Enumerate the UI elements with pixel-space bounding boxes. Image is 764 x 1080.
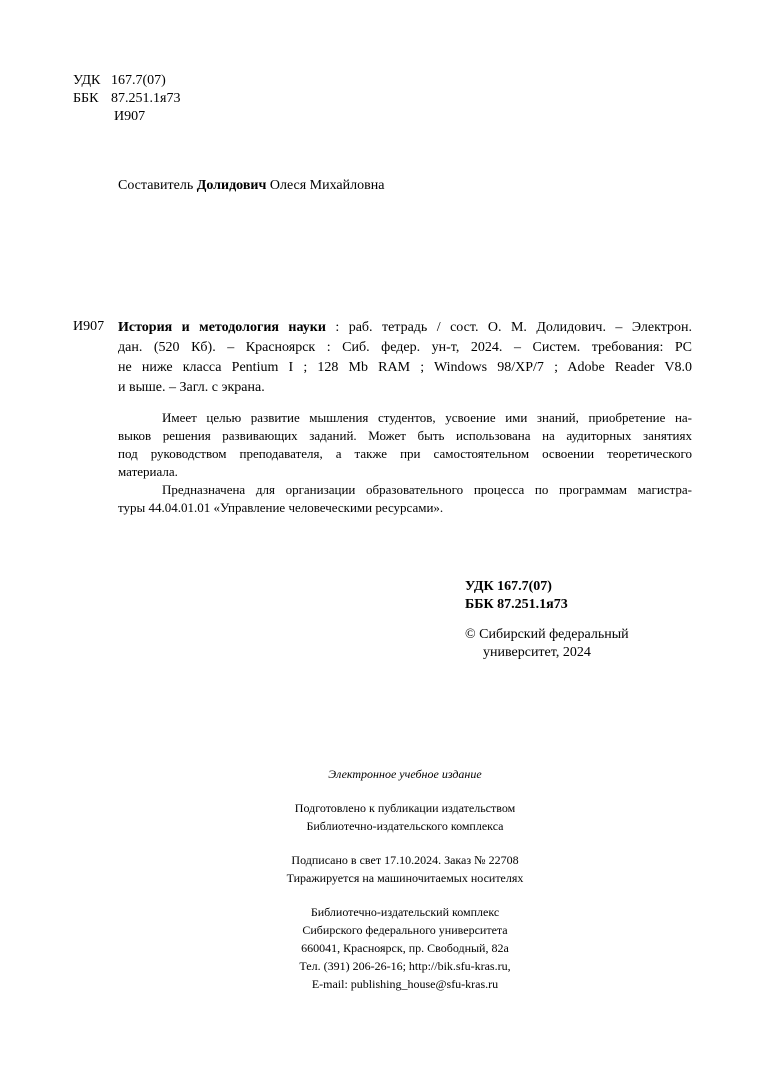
annotation-p2-line-2: туры 44.04.01.01 «Управление человеческими ресурсами».	[118, 500, 444, 515]
compiler-label: Составитель	[118, 178, 194, 193]
imprint	[200, 765, 610, 993]
replicated-line: Тиражируется на машиночитаемых носителях	[286, 871, 524, 885]
compiler-name: Олеся Михайловна	[269, 178, 385, 193]
udk-value: 167.7(07)	[111, 73, 166, 88]
edition-type: Электронное учебное издание	[328, 767, 482, 781]
prepared-line-2: Библиотечно-издательского комплекса	[306, 819, 504, 833]
classification-codes-right	[465, 578, 568, 614]
prepared-line-1: Подготовлено к публикации издательством	[294, 801, 516, 815]
biblio-line-3: не ниже класса Pentium I ; 128 Mb RAM ; Windows 98/XP/7 ; Adobe Reader V8.0	[118, 360, 692, 375]
copyright-line-1: © Сибирский федеральный	[465, 627, 629, 642]
annotation-p1-line-3: под руководством преподавателя, а также при самостоятельном освоении теоретического	[118, 446, 692, 461]
udk-right: УДК 167.7(07)	[465, 579, 552, 594]
biblio-line-4: и выше. – Загл. с экрана.	[118, 380, 265, 395]
bbk-value: 87.251.1я73	[111, 91, 181, 106]
compiler-line	[118, 177, 384, 195]
biblio-line-2: дан. (520 Кб). – Красноярск : Сиб. федер. ун-т, 2024. – Систем. требования: PC	[118, 340, 692, 355]
publisher-address: 660041, Красноярск, пр. Свободный, 82а	[301, 941, 509, 955]
author-sign: И907	[114, 109, 146, 124]
bbk-right: ББК 87.251.1я73	[465, 597, 568, 612]
annotation-p1-line-1: Имеет целью развитие мышления студентов, усвоение ими знаний, приобретение на-	[162, 410, 692, 425]
book-title: История и методология науки	[118, 320, 326, 335]
compiler-surname: Долидович	[196, 178, 267, 193]
publisher-email: E-mail: publishing_house@sfu-kras.ru	[311, 977, 499, 991]
annotation-p1-line-4: материала.	[118, 464, 178, 479]
bbk-label: ББК	[73, 91, 99, 106]
biblio-line-1	[118, 318, 692, 338]
publisher-phone-web: Тел. (391) 206-26-16; http://bik.sfu-kras.ru,	[299, 959, 511, 973]
annotation-p2-line-1: Предназначена для организации образовательного процесса по программам магистра-	[162, 482, 692, 497]
udk-line	[73, 72, 180, 90]
biblio-line-1-rest: : раб. тетрадь / сост. О. М. Долидович. – Электрон.	[335, 320, 692, 335]
copyright	[465, 626, 629, 662]
biblio-index: И907	[73, 319, 105, 334]
bbk-line	[73, 90, 180, 108]
publisher-line-1: Библиотечно-издательский комплекс	[310, 905, 500, 919]
signed-line: Подписано в свет 17.10.2024. Заказ № 22708	[291, 853, 519, 867]
publisher-line-2: Сибирского федерального университета	[302, 923, 508, 937]
copyright-line-2: университет, 2024	[483, 645, 591, 660]
annotation-p1-line-2: выков решения развивающих заданий. Может быть использована на аудиторных занятиях	[118, 428, 692, 443]
bibliographic-record	[118, 318, 692, 398]
udk-label: УДК	[73, 73, 101, 88]
annotation	[118, 409, 692, 517]
classification-codes	[73, 72, 180, 126]
